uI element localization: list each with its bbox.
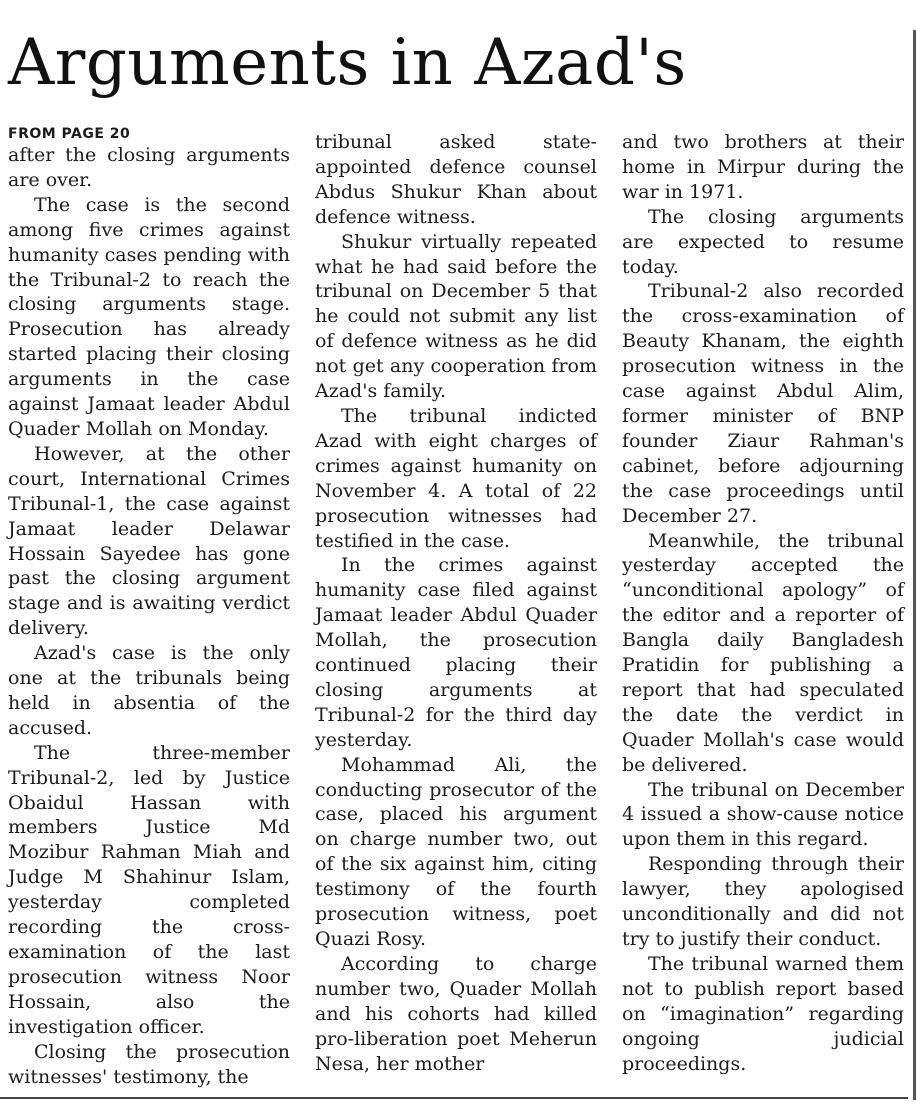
paragraph: Shukur virtually repeated what he had said before the tribunal on December 5 that he could not submit any list of defence witness as he did not get any cooperation from Azad's family. xyxy=(315,230,597,403)
paragraph: Mohammad Ali, the conducting prosecutor of the case, placed his argument on charge number two, out of the six against him, citing testimony of the fourth prosecution witness, poet Quazi Rosy. xyxy=(315,753,597,950)
paragraph: and two brothers at their home in Mirpur during the war in 1971. xyxy=(622,131,904,203)
paragraph: Closing the prosecution witnesses' testimony, the xyxy=(8,1040,290,1088)
paragraph: The case is the second among five crimes against humanity cases pending with the Tribunal-2 to reach the closing arguments stage. Prosecution has already started placing their closing arguments in the case against Jamaat leader Abdul Quader Mollah on Monday. xyxy=(8,193,290,440)
paragraph: The closing arguments are expected to resume today. xyxy=(622,205,904,278)
article-column-1 xyxy=(8,125,290,1089)
paragraph: According to charge number two, Quader Mollah and his cohorts had killed pro-liberation poet Meherun Nesa, her mother xyxy=(315,952,597,1075)
paragraph: However, at the other court, International Crimes Tribunal-1, the case against Jamaat leader Delawar Hossain Sayedee has gone past the closing argument stage and is awaiting verdict delivery. xyxy=(8,442,290,640)
article-column-2 xyxy=(315,130,597,1076)
paragraph: The tribunal indicted Azad with eight charges of crimes against humanity on November 4. A total of 22 prosecution witnesses had testified in the case. xyxy=(315,404,597,552)
paragraph: In the crimes against humanity case filed against Jamaat leader Abdul Quader Mollah, the prosecution continued placing their closing arguments at Tribunal-2 for the third day yesterday. xyxy=(315,554,597,751)
paragraph: Azad's case is the only one at the tribunals being held in absentia of the accused. xyxy=(8,642,290,739)
paragraph: Responding through their lawyer, they apologised unconditionally and did not try to justify their conduct. xyxy=(622,853,904,950)
paragraph: The tribunal warned them not to publish report based on “imagination” regarding ongoing judicial proceedings. xyxy=(622,952,904,1075)
headline: Arguments in Azad's xyxy=(8,26,687,100)
paragraph: Tribunal-2 also recorded the cross-examination of Beauty Khanam, the eighth prosecution witness in the case against Abdul Alim, former minister of BNP founder Ziaur Rahman's cabinet, before adjourning the case proceedings until December 27. xyxy=(622,280,904,527)
paragraph: tribunal asked state-appointed defence counsel Abdus Shukur Khan about defence witness. xyxy=(315,131,597,228)
paragraph: Meanwhile, the tribunal yesterday accepted the “unconditional apology” of the editor and a reporter of Bangla daily Bangladesh Pratidin for publishing a report that had speculated the date the verdict in Quader Mollah's case would be delivered. xyxy=(622,529,904,776)
bottom-rule xyxy=(0,1097,908,1099)
article-column-3 xyxy=(622,130,904,1076)
paragraph: after the closing arguments are over. xyxy=(8,144,290,191)
paragraph: The three-member Tribunal-2, led by Justice Obaidul Hassan with members Justice Md Mozibur Rahman Miah and Judge M Shahinur Islam, yesterday completed recording the cross-examination of the last prosecution witness Noor Hossain, also the investigation officer. xyxy=(8,741,290,1038)
paragraph: The tribunal on December 4 issued a show-cause notice upon them in this regard. xyxy=(622,778,904,851)
continuation-kicker: FROM PAGE 20 xyxy=(8,126,131,142)
